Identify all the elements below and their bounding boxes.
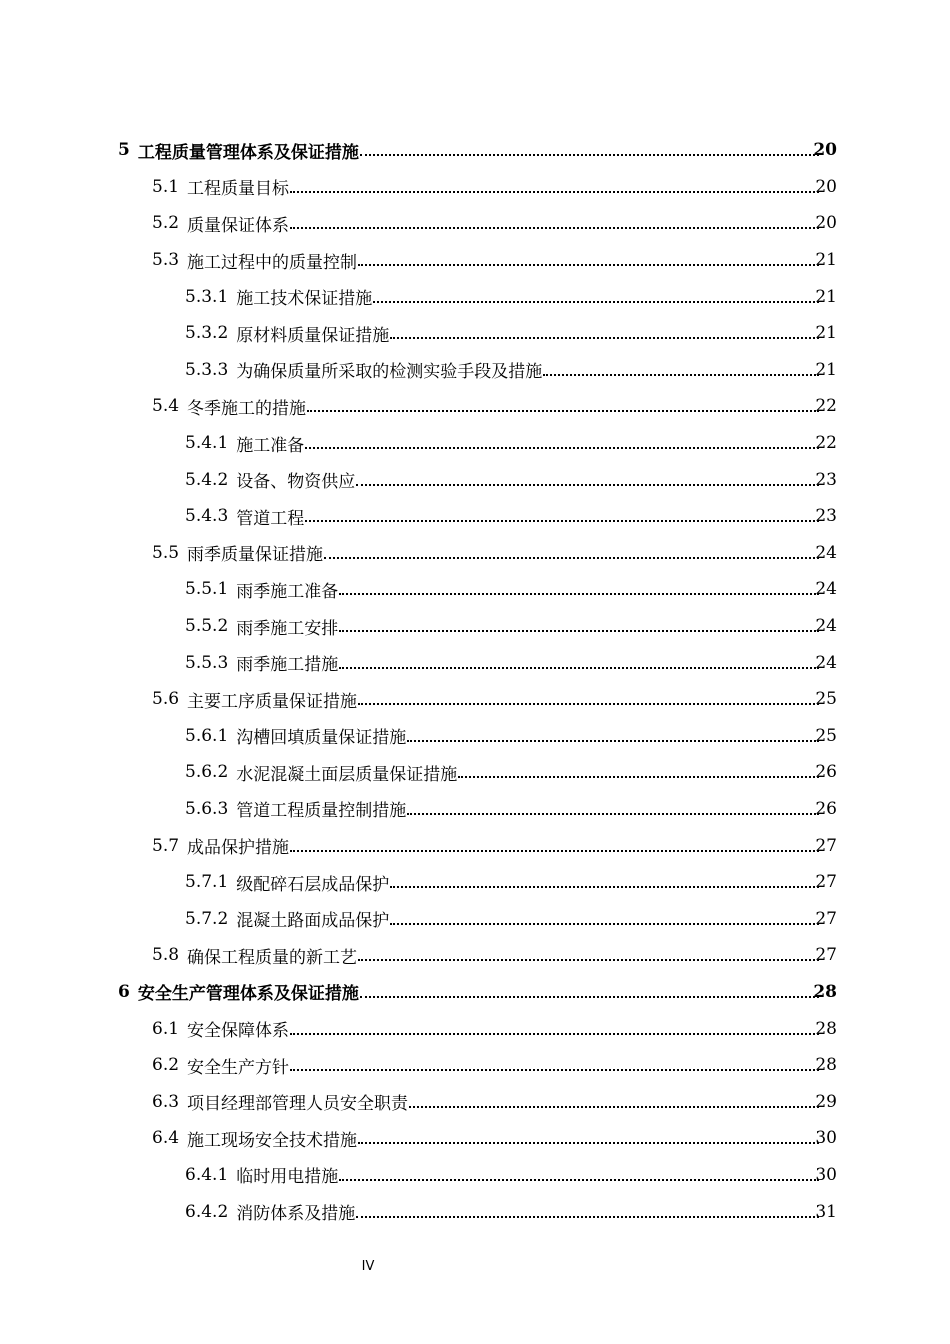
toc-dot-leader <box>458 776 819 778</box>
toc-leader-wrap <box>389 864 950 901</box>
toc-entry-page: 24 <box>815 652 837 673</box>
toc-entry-page: 30 <box>815 1164 837 1185</box>
toc-dot-leader <box>358 703 819 705</box>
toc-dot-leader <box>356 484 819 486</box>
toc-leader-wrap <box>304 498 950 535</box>
toc-entry-title: 雨季施工准备 <box>236 581 339 602</box>
toc-entry-title: 确保工程质量的新工艺 <box>187 947 358 968</box>
toc-leader-wrap <box>338 608 950 645</box>
toc-dot-leader <box>360 154 819 156</box>
toc-entry[interactable] <box>0 1120 950 1157</box>
toc-leader-wrap <box>323 535 950 572</box>
toc-entry-page: 26 <box>815 762 837 783</box>
toc-dot-leader <box>358 959 819 961</box>
toc-entry[interactable] <box>0 498 950 535</box>
toc-entry[interactable] <box>0 205 950 242</box>
toc-entry-number: 5.7.1 <box>185 872 229 893</box>
toc-entry[interactable] <box>0 1047 950 1084</box>
page-number: IV <box>361 1259 375 1274</box>
toc-dot-leader <box>543 374 819 376</box>
toc-dot-leader <box>407 740 819 742</box>
toc-leader-wrap <box>289 827 950 864</box>
toc-entry-title: 施工准备 <box>236 435 305 456</box>
toc-entry-number: 5.3.2 <box>185 323 229 344</box>
toc-leader-wrap <box>542 352 950 389</box>
toc-entry-page: 20 <box>815 176 837 197</box>
toc-entry-title: 质量保证体系 <box>187 215 290 236</box>
toc-entry[interactable] <box>0 571 950 608</box>
toc-entry-number: 6.2 <box>152 1055 180 1076</box>
toc-entry-page: 25 <box>815 689 837 710</box>
toc-entry-page: 22 <box>815 433 837 454</box>
toc-leader-wrap <box>389 315 950 352</box>
toc-dot-leader <box>290 191 819 193</box>
toc-entry-number: 5.4.1 <box>185 433 229 454</box>
toc-entry[interactable] <box>0 900 950 937</box>
toc-entry-number: 5.2 <box>152 213 180 234</box>
toc-entry-title: 沟槽回填质量保证措施 <box>236 728 407 749</box>
toc-dot-leader <box>339 1179 819 1181</box>
toc-entry-number: 5.8 <box>152 945 180 966</box>
toc-entry-number: 5.6 <box>152 689 180 710</box>
toc-entry-number: 5.3.3 <box>185 359 229 380</box>
toc-entry-page: 26 <box>815 798 837 819</box>
toc-entry-page: 25 <box>815 725 837 746</box>
toc-entry-title: 主要工序质量保证措施 <box>187 691 358 712</box>
toc-entry[interactable] <box>0 278 950 315</box>
toc-leader-wrap <box>389 900 950 937</box>
toc-leader-wrap <box>289 169 950 206</box>
toc-entry-number: 5.6.1 <box>185 725 229 746</box>
toc-entry[interactable] <box>0 827 950 864</box>
toc-entry-page: 23 <box>815 506 837 527</box>
toc-dot-leader <box>339 667 819 669</box>
toc-entry-number: 5.5 <box>152 542 180 563</box>
toc-entry-page: 27 <box>815 835 837 856</box>
toc-entry-page: 23 <box>815 469 837 490</box>
toc-entry[interactable] <box>0 169 950 206</box>
toc-dot-leader <box>373 301 819 303</box>
toc-entry-page: 22 <box>815 396 837 417</box>
toc-entry-title: 水泥混凝土面层质量保证措施 <box>236 764 458 785</box>
toc-entry-page: 20 <box>815 213 837 234</box>
toc-entry-title: 施工过程中的质量控制 <box>187 252 358 273</box>
toc-entry-number: 5.4.3 <box>185 506 229 527</box>
toc-entry-number: 6.4.1 <box>185 1164 229 1185</box>
toc-entry[interactable] <box>0 461 950 498</box>
toc-entry-number: 6.4.2 <box>185 1201 229 1222</box>
toc-entry-page: 20 <box>813 140 837 161</box>
toc-entry[interactable] <box>0 644 950 681</box>
toc-entry-number: 6 <box>118 981 130 1002</box>
toc-entry-title: 级配碎石层成品保护 <box>236 874 390 895</box>
toc-entry-title: 消防体系及措施 <box>236 1204 356 1225</box>
toc-entry-title: 临时用电措施 <box>236 1167 339 1188</box>
toc-entry-title: 项目经理部管理人员安全职责 <box>187 1094 409 1115</box>
toc-dot-leader <box>409 1106 819 1108</box>
toc-entry-page: 27 <box>815 945 837 966</box>
toc-entry-number: 5.6.3 <box>185 798 229 819</box>
toc-leader-wrap <box>338 571 950 608</box>
toc-entry[interactable] <box>0 1083 950 1120</box>
toc-entry[interactable] <box>0 608 950 645</box>
toc-leader-wrap <box>289 1010 950 1047</box>
toc-entry-number: 5.5.3 <box>185 652 229 673</box>
toc-dot-leader <box>339 593 819 595</box>
toc-dot-leader <box>290 1069 819 1071</box>
table-of-contents <box>0 132 950 1230</box>
toc-entry-page: 24 <box>815 542 837 563</box>
toc-entry[interactable] <box>0 754 950 791</box>
toc-entry-title: 成品保护措施 <box>187 838 290 859</box>
toc-leader-wrap <box>355 461 950 498</box>
toc-entry-page: 21 <box>815 359 837 380</box>
toc-entry-number: 5.6.2 <box>185 762 229 783</box>
toc-dot-leader <box>307 410 819 412</box>
toc-entry-number: 5 <box>118 140 130 161</box>
toc-entry-title: 安全生产方针 <box>187 1057 290 1078</box>
toc-entry-number: 5.7.2 <box>185 908 229 929</box>
toc-leader-wrap <box>338 1157 950 1194</box>
toc-dot-leader <box>339 630 819 632</box>
toc-entry-title: 为确保质量所采取的检测实验手段及措施 <box>236 362 543 383</box>
toc-entry-page: 28 <box>813 981 837 1002</box>
toc-entry-number: 5.4.2 <box>185 469 229 490</box>
toc-entry[interactable] <box>0 425 950 462</box>
toc-entry-page: 27 <box>815 908 837 929</box>
toc-entry-title: 施工现场安全技术措施 <box>187 1130 358 1151</box>
toc-entry-number: 6.1 <box>152 1018 180 1039</box>
toc-entry[interactable] <box>0 974 950 1011</box>
toc-entry[interactable] <box>0 864 950 901</box>
toc-leader-wrap <box>357 937 950 974</box>
toc-entry[interactable] <box>0 718 950 755</box>
toc-leader-wrap <box>355 1193 950 1230</box>
toc-entry[interactable] <box>0 1010 950 1047</box>
toc-dot-leader <box>358 1142 819 1144</box>
toc-entry-page: 21 <box>815 250 837 271</box>
toc-entry-number: 5.5.2 <box>185 616 229 637</box>
toc-leader-wrap <box>289 1047 950 1084</box>
toc-entry-number: 5.7 <box>152 835 180 856</box>
toc-entry[interactable] <box>0 535 950 572</box>
toc-entry-title: 设备、物资供应 <box>236 472 356 493</box>
toc-dot-leader <box>390 886 819 888</box>
toc-dot-leader <box>290 227 819 229</box>
toc-entry[interactable] <box>0 132 950 169</box>
toc-entry-page: 30 <box>815 1128 837 1149</box>
toc-leader-wrap <box>359 974 950 1011</box>
toc-leader-wrap <box>406 718 950 755</box>
toc-dot-leader <box>390 337 819 339</box>
toc-dot-leader <box>305 520 819 522</box>
toc-leader-wrap <box>372 278 950 315</box>
toc-entry-number: 6.4 <box>152 1128 180 1149</box>
toc-leader-wrap <box>338 644 950 681</box>
toc-entry-title: 管道工程 <box>236 508 305 529</box>
toc-entry-title: 安全生产管理体系及保证措施 <box>137 984 359 1005</box>
toc-entry-page: 31 <box>815 1201 837 1222</box>
toc-dot-leader <box>360 996 819 998</box>
toc-dot-leader <box>390 923 819 925</box>
toc-entry-page: 24 <box>815 579 837 600</box>
toc-entry-page: 28 <box>815 1055 837 1076</box>
toc-entry-title: 雨季施工措施 <box>236 655 339 676</box>
toc-entry[interactable] <box>0 791 950 828</box>
toc-entry-title: 工程质量目标 <box>187 179 290 200</box>
toc-leader-wrap <box>408 1083 950 1120</box>
toc-leader-wrap <box>457 754 950 791</box>
toc-dot-leader <box>305 447 819 449</box>
toc-entry-title: 原材料质量保证措施 <box>236 325 390 346</box>
toc-dot-leader <box>358 264 819 266</box>
toc-leader-wrap <box>357 242 950 279</box>
toc-dot-leader <box>290 850 819 852</box>
toc-dot-leader <box>407 813 819 815</box>
toc-entry-number: 5.1 <box>152 176 180 197</box>
toc-leader-wrap <box>357 1120 950 1157</box>
toc-entry-page: 24 <box>815 616 837 637</box>
toc-leader-wrap <box>406 791 950 828</box>
toc-entry-title: 雨季施工安排 <box>236 618 339 639</box>
toc-entry[interactable] <box>0 1193 950 1230</box>
toc-entry-page: 27 <box>815 872 837 893</box>
toc-entry-title: 雨季质量保证措施 <box>187 545 324 566</box>
toc-entry-title: 冬季施工的措施 <box>187 398 307 419</box>
toc-entry-number: 5.4 <box>152 396 180 417</box>
toc-entry-title: 安全保障体系 <box>187 1021 290 1042</box>
toc-entry-number: 6.3 <box>152 1091 180 1112</box>
toc-entry-page: 29 <box>815 1091 837 1112</box>
toc-entry-number: 5.3 <box>152 250 180 271</box>
toc-entry-page: 28 <box>815 1018 837 1039</box>
toc-entry[interactable] <box>0 681 950 718</box>
toc-entry[interactable] <box>0 242 950 279</box>
toc-leader-wrap <box>359 132 950 169</box>
toc-dot-leader <box>356 1216 819 1218</box>
toc-entry-title: 管道工程质量控制措施 <box>236 801 407 822</box>
toc-entry-number: 5.5.1 <box>185 579 229 600</box>
toc-entry[interactable] <box>0 937 950 974</box>
toc-dot-leader <box>290 1033 819 1035</box>
toc-entry[interactable] <box>0 352 950 389</box>
toc-leader-wrap <box>304 425 950 462</box>
toc-entry[interactable] <box>0 315 950 352</box>
toc-leader-wrap <box>289 205 950 242</box>
toc-entry[interactable] <box>0 1157 950 1194</box>
toc-entry-title: 工程质量管理体系及保证措施 <box>137 142 359 163</box>
toc-entry-number: 5.3.1 <box>185 286 229 307</box>
toc-entry-page: 21 <box>815 286 837 307</box>
toc-entry-title: 混凝土路面成品保护 <box>236 911 390 932</box>
toc-dot-leader <box>324 557 819 559</box>
toc-entry[interactable] <box>0 388 950 425</box>
toc-leader-wrap <box>357 681 950 718</box>
toc-leader-wrap <box>306 388 950 425</box>
toc-entry-page: 21 <box>815 323 837 344</box>
toc-entry-title: 施工技术保证措施 <box>236 289 373 310</box>
